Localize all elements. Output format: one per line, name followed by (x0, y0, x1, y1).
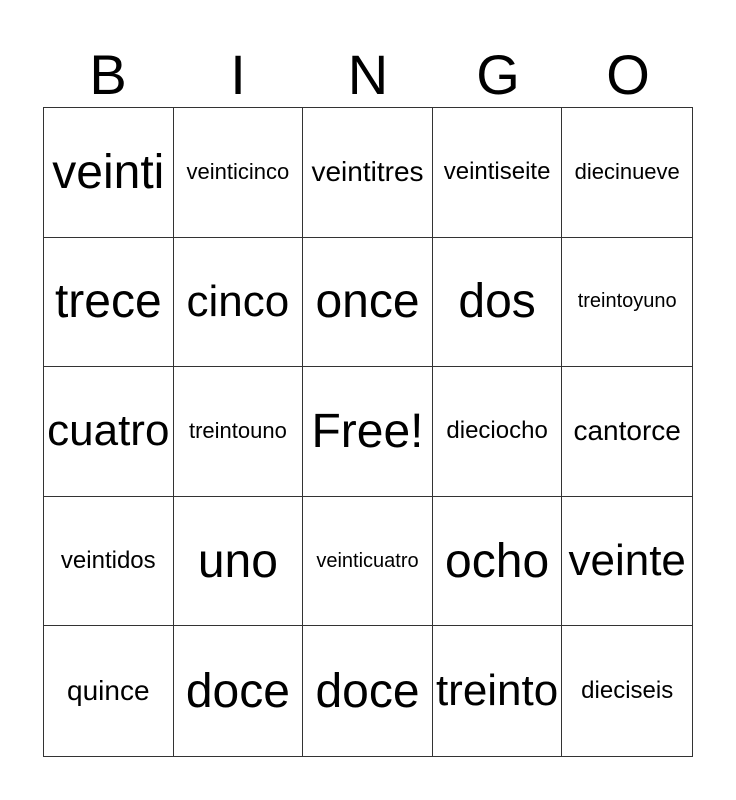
bingo-cell[interactable]: cantorce (562, 367, 692, 497)
bingo-cell[interactable]: dieciocho (433, 367, 563, 497)
bingo-cell[interactable]: dos (433, 238, 563, 368)
bingo-cell[interactable]: veinte (562, 497, 692, 627)
bingo-cell[interactable]: trece (44, 238, 174, 368)
bingo-cell[interactable]: treinto (433, 626, 563, 756)
header-letter-b: B (89, 43, 127, 106)
header-letter-i: I (230, 43, 246, 106)
bingo-header (43, 42, 693, 108)
header-letter-g: G (476, 43, 520, 106)
bingo-cell[interactable]: veintitres (303, 108, 433, 238)
bingo-cell[interactable]: dieciseis (581, 677, 674, 705)
bingo-board (43, 107, 693, 757)
bingo-cell[interactable]: veintiseite (433, 108, 563, 238)
bingo-cell[interactable]: uno (174, 497, 304, 627)
bingo-cell[interactable]: treintouno (174, 367, 304, 497)
bingo-cell[interactable]: doce (303, 626, 433, 756)
header-letter-n: N (347, 43, 389, 106)
bingo-cell[interactable]: veinti (44, 108, 174, 238)
bingo-cell[interactable]: treintoyuno (562, 238, 692, 368)
bingo-cell[interactable]: veinticinco (174, 108, 304, 238)
free-space-cell[interactable]: Free! (303, 367, 433, 497)
bingo-cell[interactable]: diecinueve (562, 108, 692, 238)
bingo-cell[interactable]: doce (174, 626, 304, 756)
bingo-cell[interactable]: cuatro (44, 367, 174, 497)
bingo-cell[interactable]: quince (44, 626, 174, 756)
bingo-cell[interactable]: veintidos (44, 497, 174, 627)
bingo-cell[interactable]: ocho (433, 497, 563, 627)
header-letter-o: O (606, 43, 650, 106)
bingo-cell[interactable]: veinticuatro (303, 497, 433, 627)
bingo-cell[interactable]: once (303, 238, 433, 368)
bingo-cell[interactable]: cinco (174, 238, 304, 368)
